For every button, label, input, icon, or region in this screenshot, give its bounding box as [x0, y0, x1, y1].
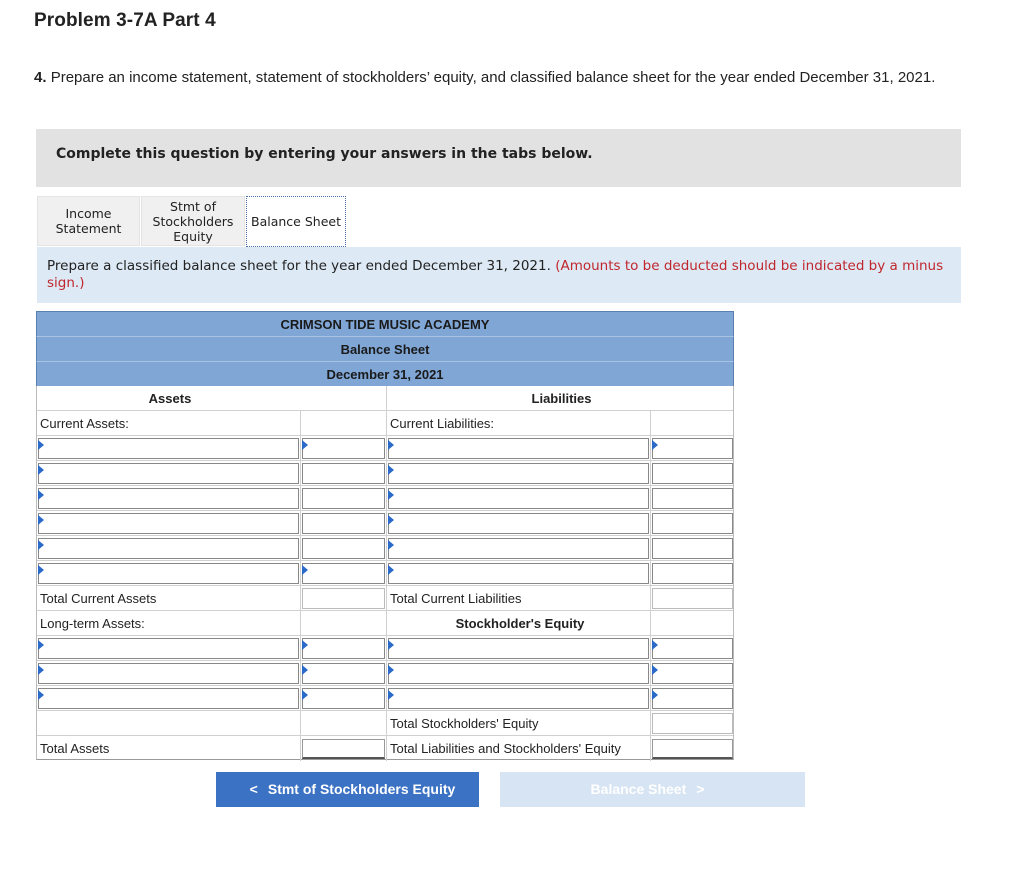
next-tab-label: Balance Sheet	[590, 781, 687, 797]
tab-stmt-label: Stmt of Stockholders Equity	[152, 198, 234, 244]
liability-amount-input[interactable]	[652, 438, 733, 459]
question-body: Prepare an income statement, statement of stockholders’ equity, and classified balance sheet for the year ended December 31, 2021.	[50, 69, 936, 86]
question-number: 4.	[34, 69, 47, 86]
statement-name: Balance Sheet	[36, 336, 734, 361]
dropdown-arrow-icon	[388, 465, 394, 475]
asset-account-dropdown[interactable]	[38, 688, 299, 709]
table-row	[37, 736, 733, 759]
total-current-liabilities-label: Total Current Liabilities	[386, 586, 650, 611]
blank-cell	[37, 711, 300, 736]
dropdown-arrow-icon	[388, 640, 394, 650]
table-row	[37, 461, 733, 486]
page-title: Problem 3-7A Part 4	[34, 10, 216, 31]
dropdown-arrow-icon	[652, 640, 658, 650]
asset-amount-input[interactable]	[302, 688, 385, 709]
dropdown-arrow-icon	[388, 690, 394, 700]
liability-amount-input[interactable]	[652, 538, 733, 559]
equity-account-dropdown[interactable]	[388, 638, 649, 659]
dropdown-arrow-icon	[652, 440, 658, 450]
dropdown-arrow-icon	[38, 540, 44, 550]
dropdown-arrow-icon	[652, 665, 658, 675]
dropdown-arrow-icon	[38, 640, 44, 650]
tab-income-statement[interactable]	[37, 196, 140, 246]
dropdown-arrow-icon	[38, 690, 44, 700]
liability-account-dropdown[interactable]	[388, 513, 649, 534]
liability-account-dropdown[interactable]	[388, 563, 649, 584]
asset-account-dropdown[interactable]	[38, 513, 299, 534]
dropdown-arrow-icon	[388, 515, 394, 525]
table-row	[37, 636, 733, 661]
dropdown-arrow-icon	[38, 465, 44, 475]
assets-header: Assets	[148, 391, 192, 406]
dropdown-arrow-icon	[388, 440, 394, 450]
liability-account-dropdown[interactable]	[388, 538, 649, 559]
total-current-assets-label: Total Current Assets	[40, 591, 157, 606]
table-row	[37, 386, 733, 411]
asset-amount-input[interactable]	[302, 638, 385, 659]
prev-tab-label: Stmt of Stockholders Equity	[267, 781, 456, 797]
dropdown-arrow-icon	[388, 490, 394, 500]
tab-income-statement-label: Income Statement	[55, 206, 122, 236]
asset-account-dropdown[interactable]	[38, 538, 299, 559]
total-current-liabilities-input[interactable]	[652, 588, 733, 609]
dropdown-arrow-icon	[388, 540, 394, 550]
instruction-main: Prepare a classified balance sheet for the year ended December 31, 2021.	[47, 258, 556, 274]
liability-account-dropdown[interactable]	[388, 488, 649, 509]
equity-account-dropdown[interactable]	[388, 688, 649, 709]
asset-account-dropdown[interactable]	[38, 438, 299, 459]
asset-account-dropdown[interactable]	[38, 463, 299, 484]
table-row	[37, 511, 733, 536]
balance-sheet-grid	[36, 386, 734, 760]
dropdown-arrow-icon	[38, 490, 44, 500]
dropdown-arrow-icon	[302, 565, 308, 575]
tab-balance-sheet-label: Balance Sheet	[251, 214, 341, 229]
equity-account-dropdown[interactable]	[388, 663, 649, 684]
stockholders-equity-header: Stockholder's Equity	[386, 611, 650, 636]
table-row	[37, 586, 733, 611]
next-tab-button[interactable]	[500, 772, 805, 807]
table-row	[37, 686, 733, 711]
table-row	[37, 561, 733, 586]
tab-instructions	[37, 247, 961, 303]
dropdown-arrow-icon	[652, 690, 658, 700]
chevron-left-icon: <	[249, 781, 258, 797]
liability-amount-input[interactable]	[652, 463, 733, 484]
asset-account-dropdown[interactable]	[38, 563, 299, 584]
asset-amount-input[interactable]	[302, 538, 385, 559]
dropdown-arrow-icon	[38, 440, 44, 450]
company-name: CRIMSON TIDE MUSIC ACADEMY	[36, 311, 734, 336]
table-row	[37, 611, 733, 636]
dropdown-arrow-icon	[302, 665, 308, 675]
dropdown-arrow-icon	[302, 690, 308, 700]
table-row	[37, 436, 733, 461]
equity-amount-input[interactable]	[652, 663, 733, 684]
liability-amount-input[interactable]	[652, 563, 733, 584]
dropdown-arrow-icon	[38, 665, 44, 675]
dropdown-arrow-icon	[302, 640, 308, 650]
dropdown-arrow-icon	[38, 515, 44, 525]
tab-stmt-stockholders-equity[interactable]	[141, 196, 245, 246]
band-text: Complete this question by entering your answers in the tabs below.	[56, 146, 593, 162]
asset-amount-input[interactable]	[302, 563, 385, 584]
total-liabilities-equity-input[interactable]	[652, 739, 733, 759]
table-row	[37, 536, 733, 561]
blank-cell	[300, 411, 386, 436]
equity-amount-input[interactable]	[652, 688, 733, 709]
liability-amount-input[interactable]	[652, 488, 733, 509]
total-assets-input[interactable]	[302, 739, 385, 759]
blank-cell	[300, 711, 386, 736]
table-row	[37, 661, 733, 686]
instructions-band	[36, 129, 961, 187]
dropdown-arrow-icon	[302, 440, 308, 450]
blank-cell	[650, 611, 733, 636]
equity-amount-input[interactable]	[652, 638, 733, 659]
total-stockholders-equity-input[interactable]	[652, 713, 733, 734]
instruction-note: (Amounts to be deducted should be indicated by a minus sign.)	[47, 258, 944, 291]
current-liabilities-label: Current Liabilities:	[386, 411, 650, 436]
total-stockholders-equity-label: Total Stockholders' Equity	[386, 711, 650, 736]
asset-account-dropdown[interactable]	[38, 663, 299, 684]
statement-date: December 31, 2021	[36, 361, 734, 386]
total-liabilities-equity-label: Total Liabilities and Stockholders' Equity	[386, 736, 650, 761]
asset-account-dropdown[interactable]	[38, 638, 299, 659]
dropdown-arrow-icon	[388, 665, 394, 675]
long-term-assets-label: Long-term Assets:	[40, 616, 145, 631]
blank-cell	[650, 411, 733, 436]
liability-account-dropdown[interactable]	[388, 463, 649, 484]
table-row	[37, 711, 733, 736]
dropdown-arrow-icon	[38, 565, 44, 575]
table-row	[37, 411, 733, 436]
asset-amount-input[interactable]	[302, 663, 385, 684]
tab-balance-sheet[interactable]	[246, 196, 346, 247]
dropdown-arrow-icon	[388, 565, 394, 575]
asset-amount-input[interactable]	[302, 513, 385, 534]
question-text	[34, 68, 1019, 87]
prev-tab-button[interactable]	[216, 772, 479, 807]
liability-amount-input[interactable]	[652, 513, 733, 534]
asset-amount-input[interactable]	[302, 488, 385, 509]
asset-account-dropdown[interactable]	[38, 488, 299, 509]
table-row	[37, 486, 733, 511]
total-current-assets-input[interactable]	[302, 588, 385, 609]
blank-cell	[300, 611, 386, 636]
total-assets-label: Total Assets	[40, 741, 110, 756]
asset-amount-input[interactable]	[302, 463, 385, 484]
liability-account-dropdown[interactable]	[388, 438, 649, 459]
chevron-right-icon: >	[696, 781, 705, 797]
liabilities-header: Liabilities	[386, 386, 733, 411]
current-assets-label: Current Assets:	[40, 416, 129, 431]
asset-amount-input[interactable]	[302, 438, 385, 459]
